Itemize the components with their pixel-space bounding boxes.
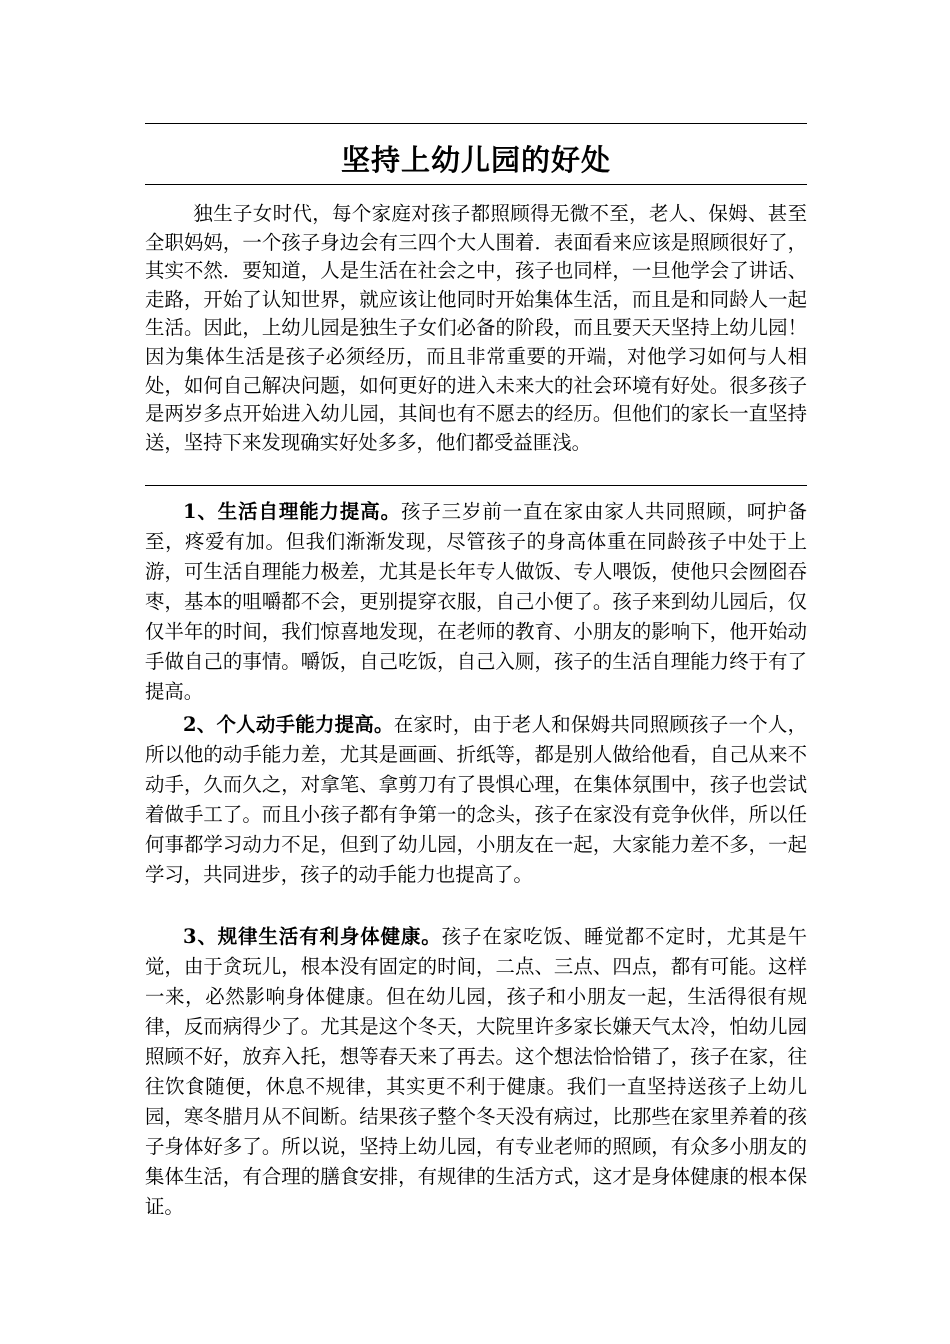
section-heading: 2、个人动手能力提高。 [183,713,394,736]
section-paragraph [145,922,807,1222]
title-underline [145,184,807,185]
section-paragraph [145,497,807,707]
section-paragraph [145,710,807,890]
section-body: 孩子在家吃饭、睡觉都不定时，尤其是午觉，由于贪玩儿，根本没有固定的时间，二点、三点、四点，都有可能。这样一来，必然影响身体健康。但在幼儿园，孩子和小朋友一起，生活得很有规律，反而病得少了。尤其是这个冬天，大院里许多家长嫌天气太冷，怕幼儿园照顾不好，放弃入托，想等春天来了再去。这个想法恰恰错了，孩子在家，往往饮食随便，休息不规律，其实更不利于健康。我们一直坚持送孩子上幼儿园，寒冬腊月从不间断。结果孩子整个冬天没有病过，比那些在家里养着的孩子身体好多了。所以说，坚持上幼儿园，有专业老师的照顾，有众多小朋友的集体生活，有合理的膳食安排，有规律的生活方式，这才是身体健康的根本保证。 [145,925,807,1218]
section-heading: 3、规律生活有利身体健康。 [183,925,442,948]
section-body: 孩子三岁前一直在家由家人共同照顾，呵护备至，疼爱有加。但我们渐渐发现，尽管孩子的身高体重在同龄孩子中处于上游，可生活自理能力极差，尤其是长年专人做饭、专人喂饭，使他只会囫囵吞枣，基本的咀嚼都不会，更别提穿衣服，自己小便了。孩子来到幼儿园后，仅仅半年的时间，我们惊喜地发现，在老师的教育、小朋友的影响下，他开始动手做自己的事情。嚼饭，自己吃饭，自己入厕，孩子的生活自理能力终于有了提高。 [145,500,807,703]
section-body: 在家时，由于老人和保姆共同照顾孩子一个人，所以他的动手能力差，尤其是画画、折纸等，都是别人做给他看，自己从来不动手，久而久之，对拿笔、拿剪刀有了畏惧心理，在集体氛围中，孩子也尝试着做手工了。而且小孩子都有争第一的念头，孩子在家没有竞争伙伴，所以任何事都学习动力不足，但到了幼儿园，小朋友在一起，大家能力差不多，一起学习，共同进步，孩子的动手能力也提高了。 [145,713,807,886]
intro-underline [145,485,807,486]
intro-paragraph [145,200,807,457]
document-title: 坚持上幼儿园的好处 [340,143,611,177]
section-heading: 1、生活自理能力提高。 [183,500,401,523]
top-rule [145,123,807,124]
intro-text: 独生子女时代，每个家庭对孩子都照顾得无微不至，老人、保姆、甚至全职妈妈，一个孩子身边会有三四个大人围着．表面看来应该是照顾很好了，其实不然．要知道，人是生活在社会之中，孩子也同样，一旦他学会了讲话、走路，开始了认知世界，就应该让他同时开始集体生活，而且是和同龄人一起生活。因此，上幼儿园是独生子女们必备的阶段，而且要天天坚持上幼儿园！因为集体生活是孩子必须经历，而且非常重要的开端，对他学习如何与人相处，如何自己解决问题，如何更好的进入未来大的社会环境有好处。很多孩子是两岁多点开始进入幼儿园，其间也有不愿去的经历。但他们的家长一直坚持送，坚持下来发现确实好处多多，他们都受益匪浅。 [145,202,807,454]
